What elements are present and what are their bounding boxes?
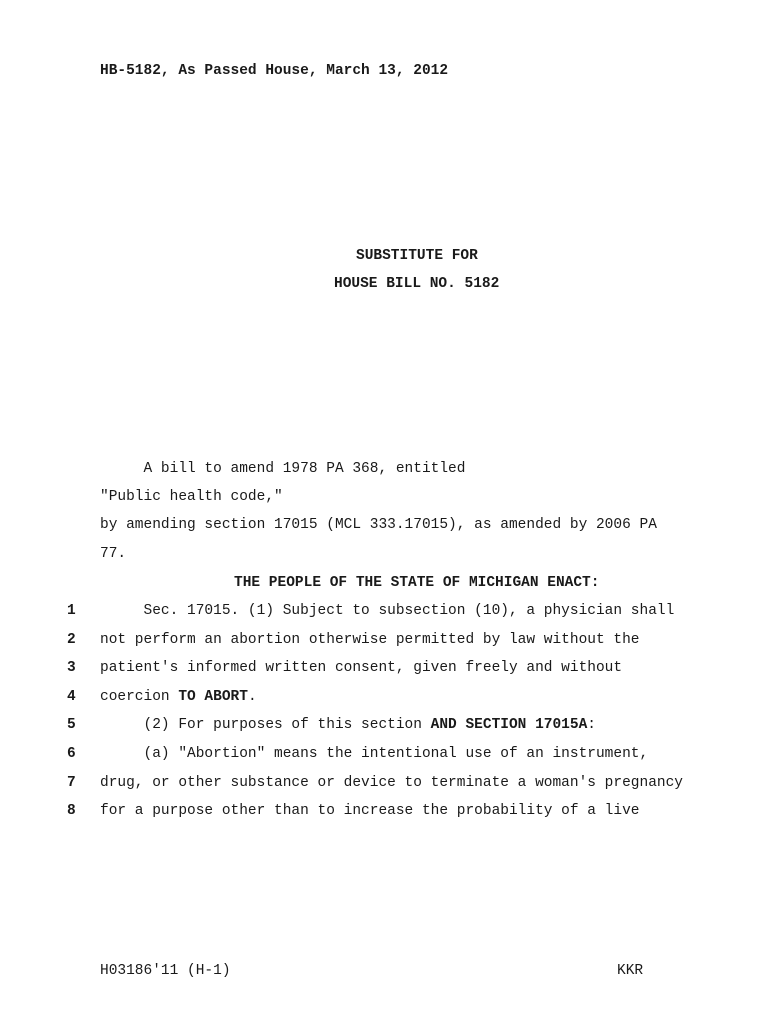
document-header: HB-5182, As Passed House, March 13, 2012 — [100, 63, 449, 79]
line-number: 2 — [67, 632, 76, 648]
bill-text-segment: drug, or other substance or device to terminate a woman's pregnancy — [100, 775, 683, 791]
enacting-clause: THE PEOPLE OF THE STATE OF MICHIGAN ENACT: — [234, 575, 600, 591]
bill-text-segment: (a) "Abortion" means the intentional use of an instrument, — [100, 746, 649, 762]
bill-text-segment: coercion — [100, 689, 179, 705]
bill-text-line — [100, 745, 648, 763]
line-number: 6 — [67, 746, 76, 762]
line-number: 1 — [67, 603, 76, 619]
bill-text-line — [100, 802, 640, 820]
bill-text-line — [100, 716, 596, 734]
bill-text-segment: Sec. 17015. (1) Subject to subsection (10), a physician shall — [100, 603, 675, 619]
line-number: 4 — [67, 689, 76, 705]
footer-initials: KKR — [617, 963, 644, 979]
title-bill-number: HOUSE BILL NO. 5182 — [334, 276, 500, 292]
intro-line-3: by amending section 17015 (MCL 333.17015), as amended by 2006 PA — [100, 517, 657, 533]
intro-line-1: A bill to amend 1978 PA 368, entitled — [100, 461, 466, 477]
line-number: 3 — [67, 660, 76, 676]
amendment-insertion: AND SECTION 17015A — [430, 717, 588, 733]
bill-text-line — [100, 688, 257, 706]
bill-text-line — [100, 659, 622, 677]
bill-text-line — [100, 602, 674, 620]
amendment-insertion: TO ABORT — [178, 689, 248, 705]
bill-text-line — [100, 631, 640, 649]
line-number: 8 — [67, 803, 76, 819]
intro-line-4: 77. — [100, 546, 127, 562]
line-number: 7 — [67, 775, 76, 791]
bill-text-line — [100, 774, 683, 792]
bill-text-segment: : — [587, 717, 596, 733]
bill-text-segment: not perform an abortion otherwise permitted by law without the — [100, 632, 640, 648]
bill-text-segment: . — [247, 689, 257, 705]
intro-line-2: "Public health code," — [100, 489, 283, 505]
line-number: 5 — [67, 717, 76, 733]
footer-draft-code: H03186'11 (H-1) — [100, 963, 231, 979]
bill-text-segment: patient's informed written consent, given freely and without — [100, 660, 623, 676]
title-substitute: SUBSTITUTE FOR — [356, 248, 478, 264]
bill-text-segment: (2) For purposes of this section — [100, 717, 431, 733]
bill-text-segment: for a purpose other than to increase the probability of a live — [100, 803, 640, 819]
